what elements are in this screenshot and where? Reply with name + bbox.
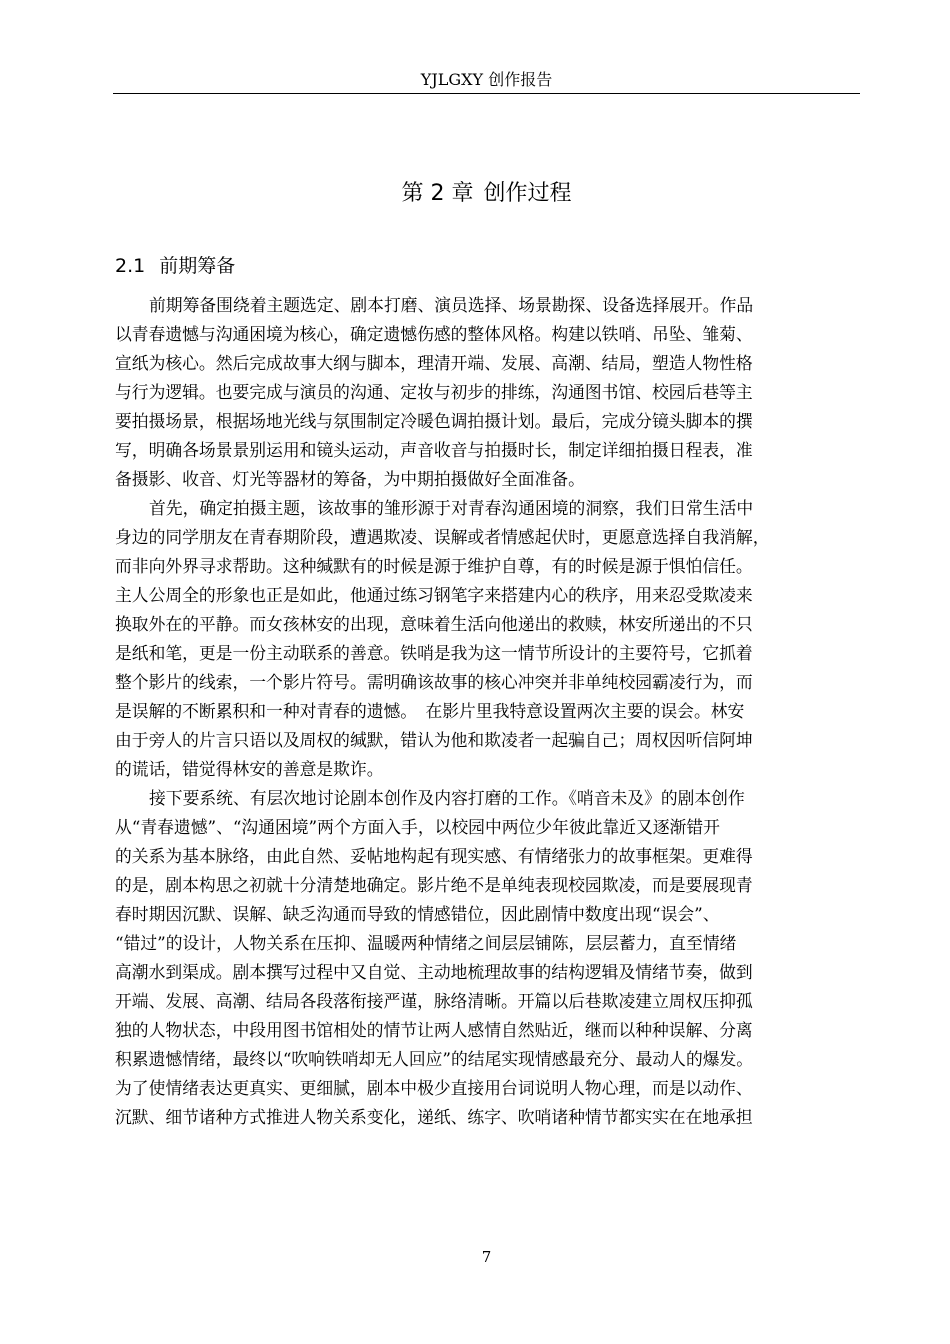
text-line: 以青春遗憾与沟通困境为核心，确定遗憾伤感的整体风格。构建以铁哨、吊坠、雏菊、 — [115, 324, 753, 344]
section-number: 2.1 — [115, 255, 146, 277]
text-line: 备摄影、收音、灯光等器材的筹备，为中期拍摄做好全面准备。 — [115, 469, 585, 489]
body-text — [115, 291, 861, 1132]
text-line: 是纸和笔，更是一份主动联系的善意。铁哨是我为这一情节所设计的主要符号，它抓着 — [115, 643, 753, 663]
text-line: 首先，确定拍摄主题，该故事的雏形源于对青春沟通困境的洞察，我们日常生活中 — [149, 498, 754, 518]
page-number: 7 — [481, 1248, 492, 1266]
running-header: YJLGXY 创作报告 — [420, 70, 553, 89]
chapter-title — [113, 178, 860, 210]
text-line: 要拍摄场景，根据场地光线与氛围制定冷暖色调拍摄计划。最后，完成分镜头脚本的撰 — [115, 411, 753, 431]
text-line: 的关系为基本脉络，由此自然、妥帖地构起有现实感、有情绪张力的故事框架。更难得 — [115, 846, 753, 866]
text-line: 沉默、细节诸种方式推进人物关系变化，递纸、练字、吹哨诸种情节都实实在在地承担 — [115, 1107, 753, 1127]
text-line: “错过”的设计，人物关系在压抑、温暖两种情绪之间层层铺陈，层层蓄力，直至情绪 — [115, 933, 737, 953]
text-line: 写，明确各场景景别运用和镜头运动，声音收音与拍摄时长，制定详细拍摄日程表，准 — [115, 440, 753, 460]
text-line: 高潮水到渠成。剧本撰写过程中又自觉、主动地梳理故事的结构逻辑及情绪节奏，做到 — [115, 962, 753, 982]
text-line: 的谎话，错觉得林安的善意是欺诈。 — [115, 759, 384, 779]
text-line: 独的人物状态，中段用图书馆相处的情节让两人感情自然贴近，继而以种种误解、分离 — [115, 1020, 753, 1040]
text-line: 宣纸为核心。然后完成故事大纲与脚本，理清开端、发展、高潮、结局，塑造人物性格 — [115, 353, 753, 373]
paragraph — [115, 494, 861, 784]
text-line: 积累遗憾情绪，最终以“吹响铁哨却无人回应”的结尾实现情感最充分、最动人的爆发。 — [115, 1049, 754, 1069]
paragraph — [115, 784, 861, 1132]
text-line: 换取外在的平静。而女孩林安的出现，意味着生活向他递出的救赎，林安所递出的不只 — [115, 614, 753, 634]
text-line: 春时期因沉默、误解、缺乏沟通而导致的情感错位，因此剧情中数度出现“误会”、 — [115, 904, 720, 924]
chapter-number: 第 2 章 — [401, 181, 474, 206]
text-line: 为了使情绪表达更真实、更细腻，剧本中极少直接用台词说明人物心理，而是以动作、 — [115, 1078, 753, 1098]
text-line: 身边的同学朋友在青春期阶段，遭遇欺凌、误解或者情感起伏时，更愿意选择自我消解， — [115, 527, 770, 547]
header-rule — [113, 93, 860, 94]
section-title — [115, 252, 235, 280]
text-line: 开端、发展、高潮、结局各段落衔接严谨，脉络清晰。开篇以后巷欺凌建立周权压抑孤 — [115, 991, 753, 1011]
text-line: 而非向外界寻求帮助。这种缄默有的时候是源于维护自尊，有的时候是源于惧怕信任。 — [115, 556, 753, 576]
text-line: 与行为逻辑。也要完成与演员的沟通、定妆与初步的排练，沟通图书馆、校园后巷等主 — [115, 382, 753, 402]
section-name: 前期筹备 — [159, 255, 236, 277]
text-line: 由于旁人的片言只语以及周权的缄默，错认为他和欺凌者一起骗自己；周权因听信阿坤 — [115, 730, 753, 750]
text-line: 前期筹备围绕着主题选定、剧本打磨、演员选择、场景勘探、设备选择展开。作品 — [149, 295, 754, 315]
chapter-name: 创作过程 — [483, 181, 572, 206]
text-line: 是误解的不断累积和一种对青春的遗憾。 在影片里我特意设置两次主要的误会。林安 — [115, 701, 745, 721]
paragraph — [115, 291, 861, 494]
text-line: 主人公周全的形象也正是如此，他通过练习钢笔字来搭建内心的秩序，用来忍受欺凌来 — [115, 585, 753, 605]
text-line: 接下要系统、有层次地讨论剧本创作及内容打磨的工作。《哨音未及》的剧本创作 — [149, 788, 745, 808]
text-line: 整个影片的线索，一个影片符号。需明确该故事的核心冲突并非单纯校园霸凌行为，而 — [115, 672, 753, 692]
text-line: 从“青春遗憾”、“沟通困境”两个方面入手，以校园中两位少年彼此靠近又逐渐错开 — [115, 817, 720, 837]
text-line: 的是，剧本构思之初就十分清楚地确定。影片绝不是单纯表现校园欺凌，而是要展现青 — [115, 875, 753, 895]
